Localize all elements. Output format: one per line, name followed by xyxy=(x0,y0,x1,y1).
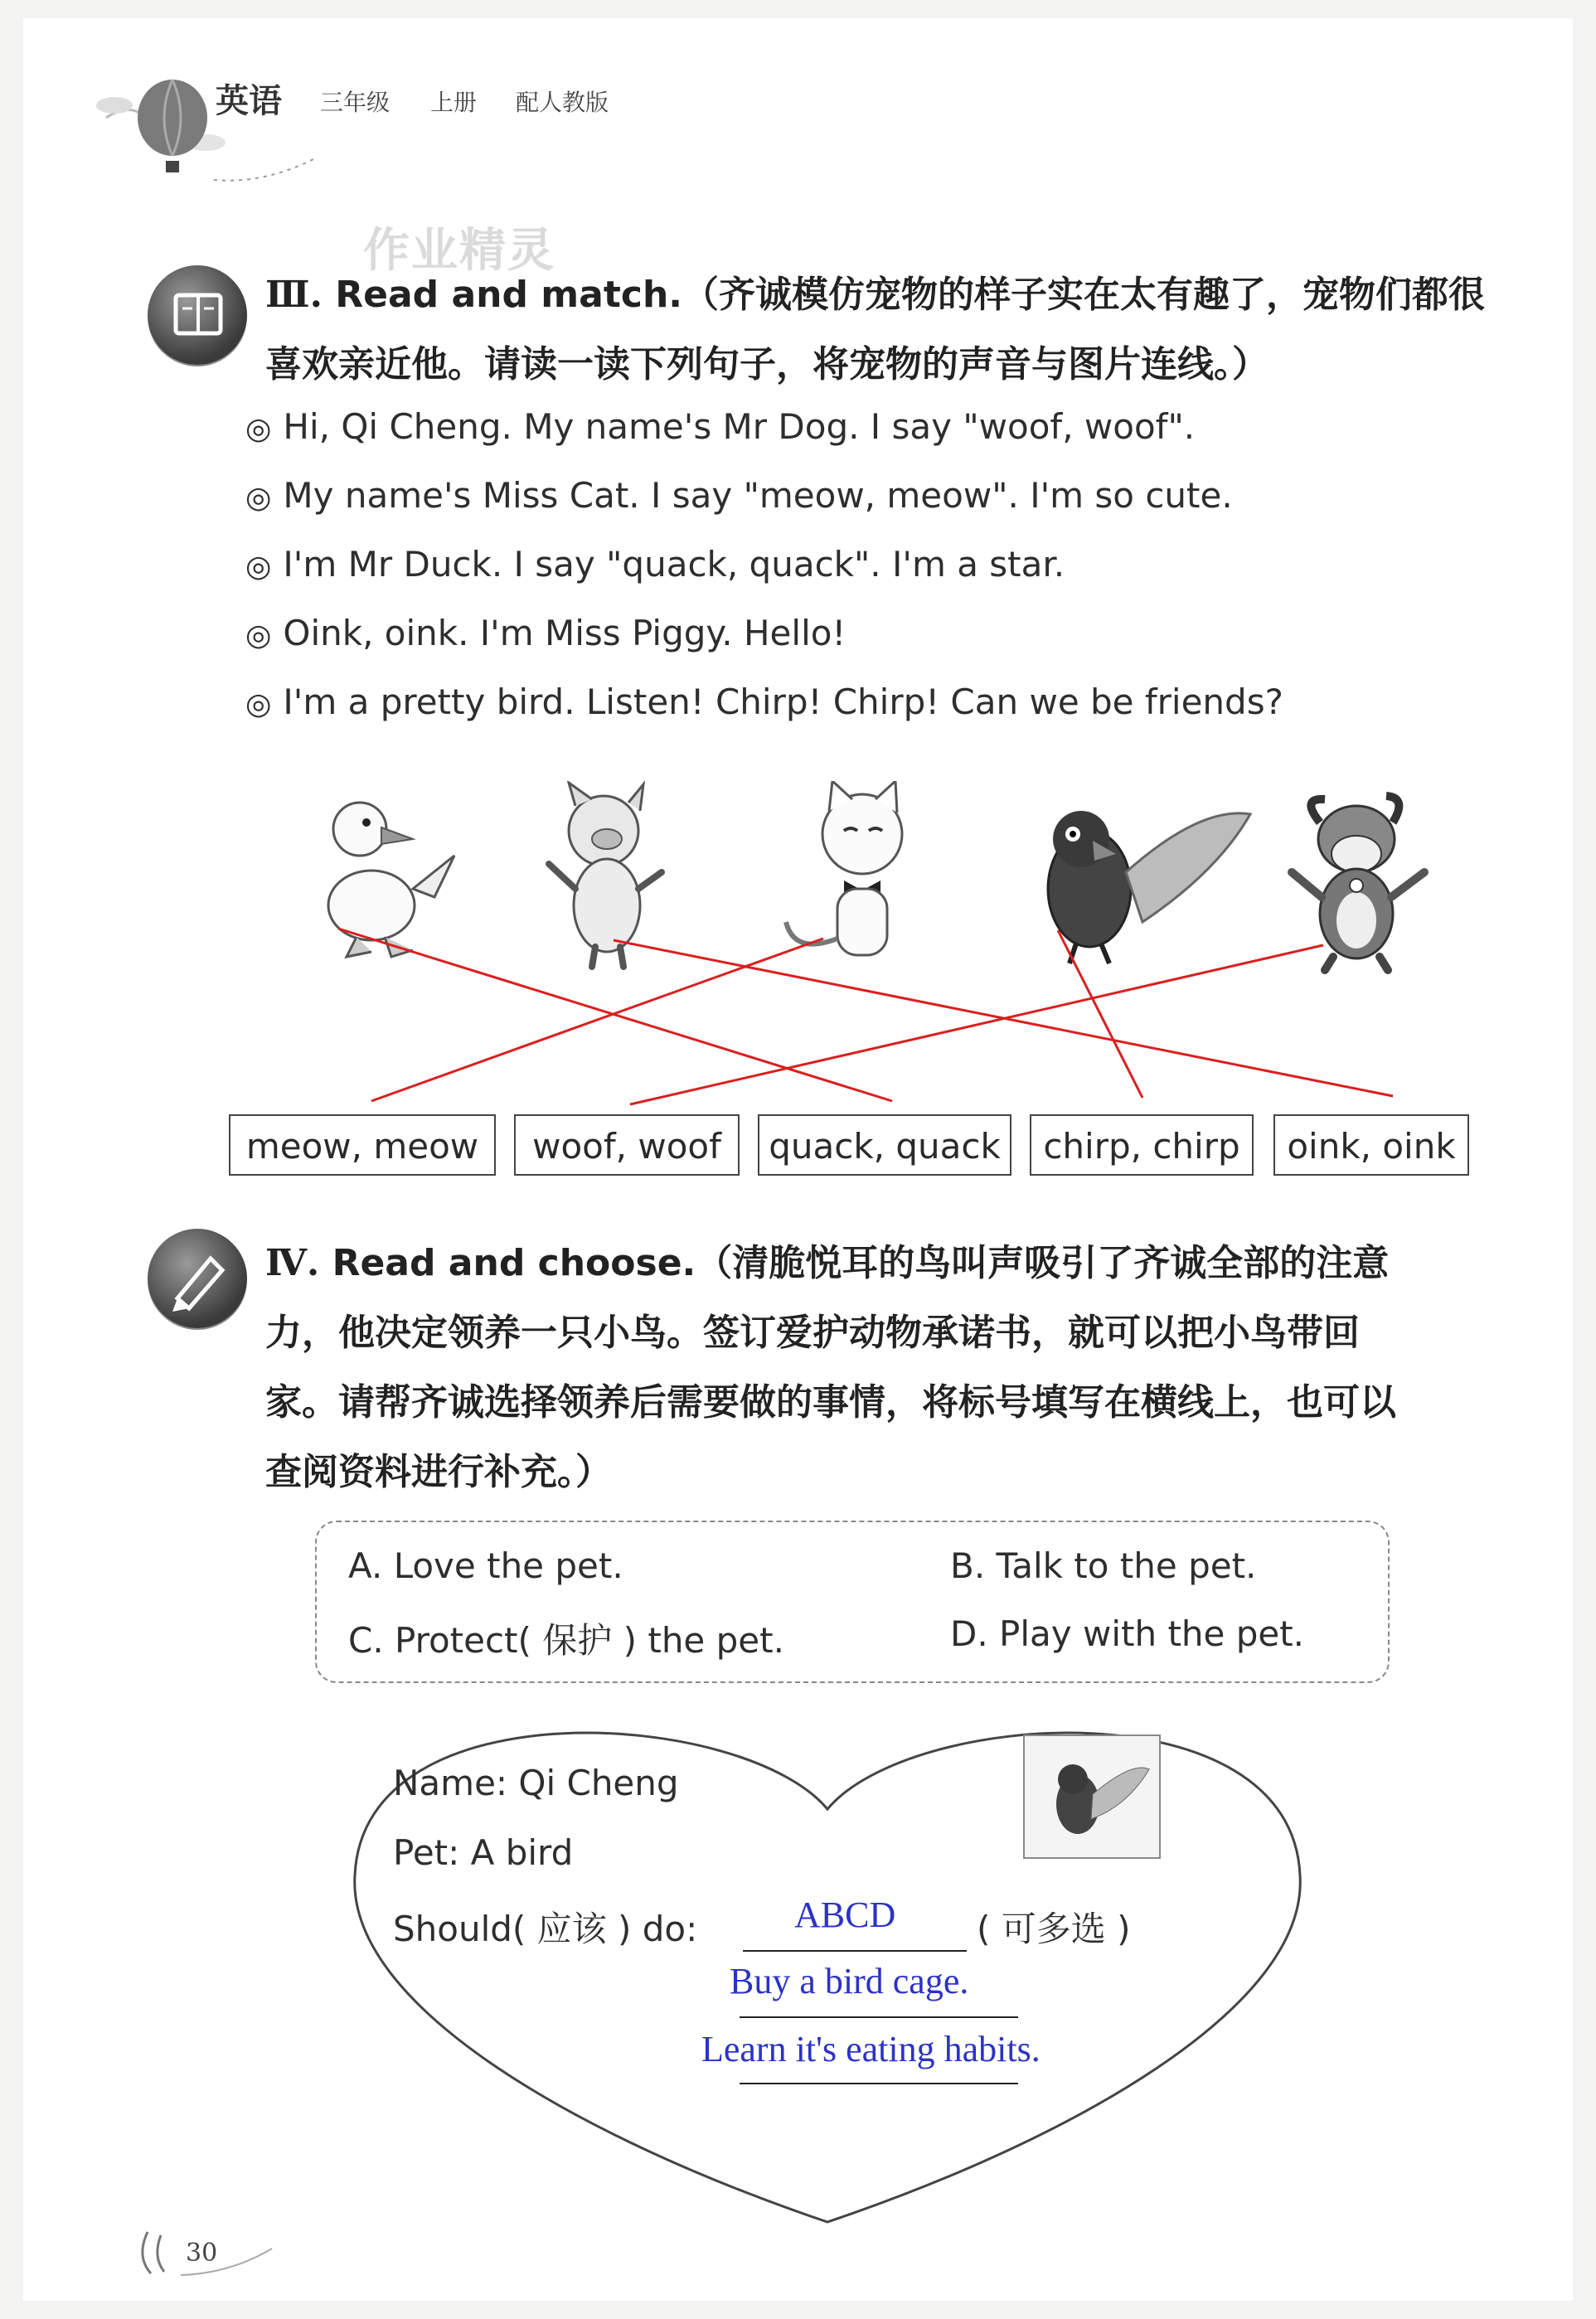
section-4-instruction-2: 力，他决定领养一只小鸟。签订爱护动物承诺书，就可以把小鸟带回 xyxy=(265,1312,1360,1354)
section-4-heading xyxy=(265,1229,1526,1507)
header-edition: 配人教版 xyxy=(516,89,609,116)
section-3-title: Read and match. xyxy=(335,274,682,316)
sound-box-chirp: chirp, chirp xyxy=(1030,1114,1254,1176)
option-c: C. Protect( 保护 ) the pet. xyxy=(348,1620,784,1661)
page-number: 30 xyxy=(186,2239,218,2268)
match-line xyxy=(338,929,892,1101)
section-4-title: Read and choose. xyxy=(332,1242,696,1284)
card-should-label: Should( 应该 ) do: xyxy=(393,1909,698,1949)
header-grade: 三年级 xyxy=(320,89,391,116)
section-4-number: Ⅳ. xyxy=(265,1242,320,1284)
bird-photo xyxy=(1023,1734,1161,1859)
section-4-instruction-1: （清脆悦耳的鸟叫声吸引了齐诚全部的注意 xyxy=(696,1242,1390,1284)
section-4-instruction-4: 查阅资料进行补充。） xyxy=(265,1451,612,1493)
list-item: ◎ Hi, Qi Cheng. My name's Mr Dog. I say "woof, woof". xyxy=(245,406,1196,447)
workbook-page xyxy=(23,18,1573,2301)
card-name: Name: Qi Cheng xyxy=(393,1763,679,1803)
card-pet: Pet: A bird xyxy=(393,1832,574,1873)
option-d: D. Play with the pet. xyxy=(950,1613,1305,1654)
sound-box-oink: oink, oink xyxy=(1273,1114,1469,1176)
section-3-number: Ⅲ. xyxy=(265,274,323,316)
list-item: ◎ Oink, oink. I'm Miss Piggy. Hello! xyxy=(245,613,847,653)
list-item: ◎ I'm Mr Duck. I say "quack, quack". I'm a star. xyxy=(245,544,1065,585)
answer-abcd: ABCD xyxy=(794,1894,896,1935)
match-lines xyxy=(23,18,1573,1179)
answer-extra-2: Learn it's eating habits. xyxy=(701,2029,1041,2069)
header-volume: 上册 xyxy=(430,89,478,116)
match-line xyxy=(630,945,1323,1104)
sound-box-woof: woof, woof xyxy=(514,1114,740,1176)
watermark: 作业精灵 xyxy=(363,224,555,278)
option-b: B. Talk to the pet. xyxy=(950,1545,1257,1586)
pencil-icon xyxy=(148,1229,247,1328)
section-4-instruction-3: 家。请帮齐诚选择领养后需要做的事情，将标号填写在横线上，也可以 xyxy=(265,1381,1396,1424)
answer-line-3 xyxy=(740,2083,1018,2084)
answer-line-2 xyxy=(740,2016,1018,2018)
header-subject: 英语 xyxy=(216,81,282,120)
list-item: ◎ I'm a pretty bird. Listen! Chirp! Chirp! Can we be friends? xyxy=(245,682,1283,722)
sound-box-meow: meow, meow xyxy=(229,1114,496,1176)
match-line xyxy=(1058,930,1142,1098)
answer-line-1 xyxy=(743,1950,967,1952)
sound-box-quack: quack, quack xyxy=(758,1114,1011,1176)
section-3-instruction-1: （齐诚模仿宠物的样子实在太有趣了，宠物们都很 xyxy=(682,274,1485,316)
answer-extra-1: Buy a bird cage. xyxy=(730,1961,969,2001)
option-a: A. Love the pet. xyxy=(348,1545,623,1586)
section-3-instruction-2: 喜欢亲近他。请读一读下列句子，将宠物的声音与图片连线。） xyxy=(265,343,1269,386)
list-item: ◎ My name's Miss Cat. I say "meow, meow". I'm so cute. xyxy=(245,475,1233,516)
card-multi-select: ( 可多选 ) xyxy=(977,1909,1131,1949)
